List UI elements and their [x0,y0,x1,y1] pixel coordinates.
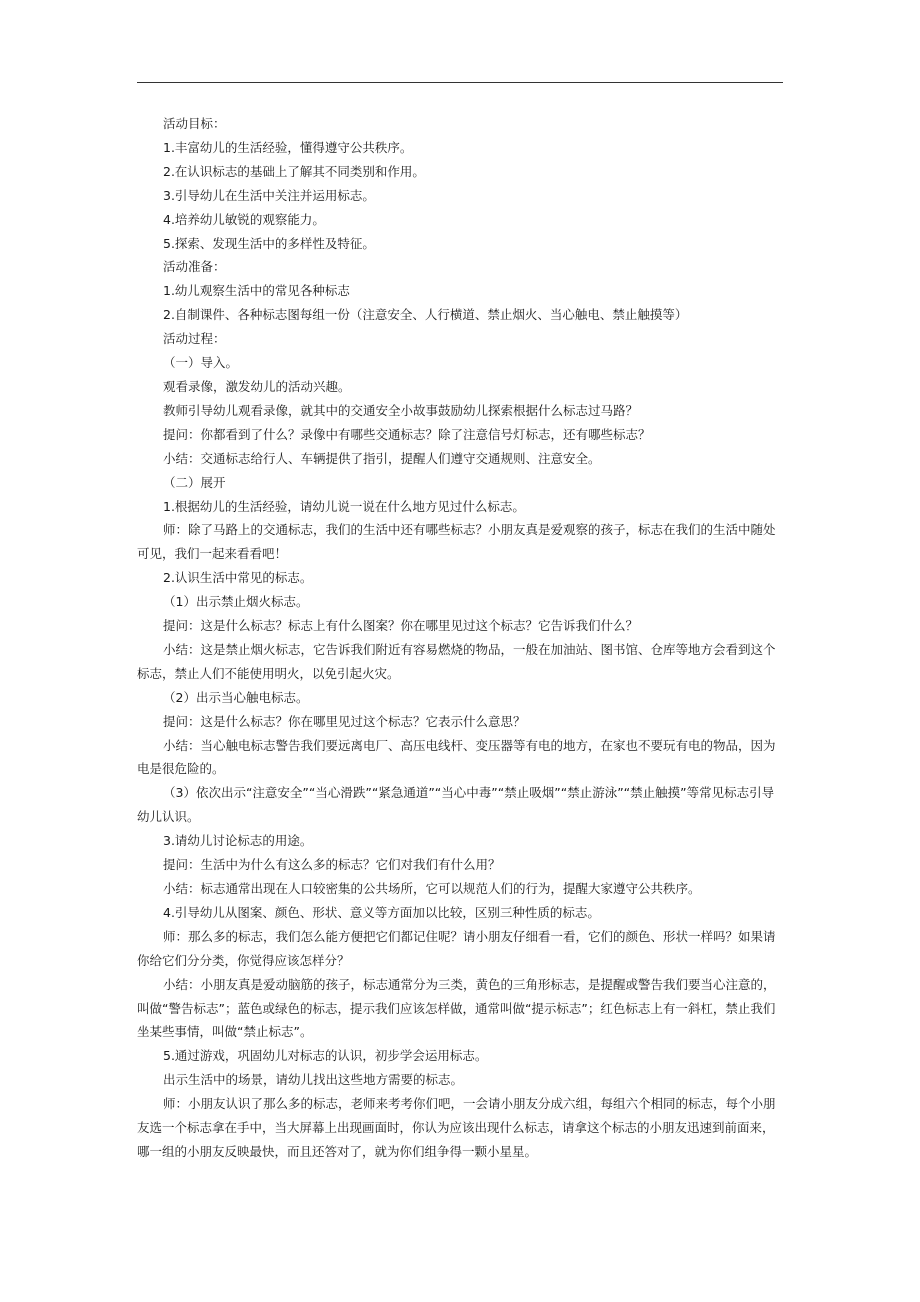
goal-item-3: 3.引导幼儿在生活中关注并运用标志。 [163,187,375,203]
paragraph: 观看录像，激发幼儿的活动兴趣。 [163,378,351,394]
paragraph: 5.通过游戏，巩固幼儿对标志的认识，初步学会运用标志。 [163,1048,488,1064]
paragraph: 师：除了马路上的交通标志，我们的生活中还有哪些标志？小朋友真是爱观察的孩子，标志在我们的生活中随处可见，我们一起来看看吧！ [137,522,776,562]
goal-item-2: 2.在认识标志的基础上了解其不同类别和作用。 [163,163,425,179]
paragraph: 1.根据幼儿的生活经验，请幼儿说一说在什么地方见过什么标志。 [163,498,525,514]
document-body [137,112,783,1164]
paragraph: 2.认识生活中常见的标志。 [163,570,313,586]
heading-activity-preparation: 活动准备： [163,259,226,275]
paragraph: 4.引导幼儿从图案、颜色、形状、意义等方面加以比较，区别三种性质的标志。 [163,904,600,920]
paragraph: 3.请幼儿讨论标志的用途。 [163,833,313,849]
paragraph: 出示生活中的场景，请幼儿找出这些地方需要的标志。 [163,1072,464,1088]
paragraph: 小结：这是禁止烟火标志，它告诉我们附近有容易燃烧的物品，一般在加油站、图书馆、仓库等地方会看到这个标志，禁止人们不能使用明火，以免引起火灾。 [137,641,776,681]
paragraph: 小结：交通标志给行人、车辆提供了指引，提醒人们遵守交通规则、注意安全。 [163,450,601,466]
paragraph: 提问：你都看到了什么？录像中有哪些交通标志？除了注意信号灯标志，还有哪些标志？ [163,426,651,442]
paragraph: 师：那么多的标志，我们怎么能方便把它们都记住呢？请小朋友仔细看一看，它们的颜色、形状一样吗？如果请你给它们分分类，你觉得应该怎样分？ [137,928,776,968]
preparation-item-1: 1.幼儿观察生活中的常见各种标志 [163,283,350,299]
goal-item-4: 4.培养幼儿敏锐的观察能力。 [163,211,325,227]
preparation-item-2: 2.自制课件、各种标志图每组一份（注意安全、人行横道、禁止烟火、当心触电、禁止触摸等） [163,307,688,323]
section-expand-heading: （二）展开 [163,474,226,490]
goal-item-5: 5.探索、发现生活中的多样性及特征。 [163,235,375,251]
paragraph: 提问：生活中为什么有这么多的标志？它们对我们有什么用？ [163,857,501,873]
paragraph: 小结：小朋友真是爱动脑筋的孩子，标志通常分为三类，黄色的三角形标志，是提醒或警告我们要当心注意的，叫做“警告标志”；蓝色或绿色的标志，提示我们应该怎样做，通常叫做“提示标志”；红色标志上有一斜杠，禁止我们坐某些事情，叫做“禁止标志”。 [137,976,776,1040]
goal-item-1: 1.丰富幼儿的生活经验，懂得遵守公共秩序。 [163,139,413,155]
section-intro-heading: （一）导入。 [163,355,239,371]
paragraph: （1）出示禁止烟火标志。 [163,594,309,610]
paragraph: 小结：当心触电标志警告我们要远离电厂、高压电线杆、变压器等有电的地方，在家也不要玩有电的物品，因为电是很危险的。 [137,737,776,777]
paragraph: 教师引导幼儿观看录像，就其中的交通安全小故事鼓励幼儿探索根据什么标志过马路？ [163,402,639,418]
heading-activity-process: 活动过程： [163,331,226,347]
paragraph: 提问：这是什么标志？标志上有什么图案？你在哪里见过这个标志？它告诉我们什么？ [163,618,639,634]
paragraph: 师：小朋友认识了那么多的标志，老师来考考你们吧，一会请小朋友分成六组，每组六个相同的标志，每个小朋友选一个标志拿在手中，当大屏幕上出现画面时，你认为应该出现什么标志，请拿这个标志的小朋友迅速到前面来，哪一组的小朋友反映最快，而且还答对了，就为你们组争得一颗小星星。 [137,1096,776,1159]
paragraph: （2）出示当心触电标志。 [163,689,309,705]
paragraph: 小结：标志通常出现在人口较密集的公共场所，它可以规范人们的行为，提醒大家遵守公共秩序。 [163,881,701,896]
paragraph: 提问：这是什么标志？你在哪里见过这个标志？它表示什么意思？ [163,713,526,729]
header-rule [137,82,783,83]
paragraph: （3）依次出示“注意安全”“当心滑跌”“紧急通道”“当心中毒”“禁止吸烟”“禁止游泳”“禁止触摸”等常见标志引导幼儿认识。 [137,785,775,825]
heading-activity-goals: 活动目标： [163,116,226,131]
